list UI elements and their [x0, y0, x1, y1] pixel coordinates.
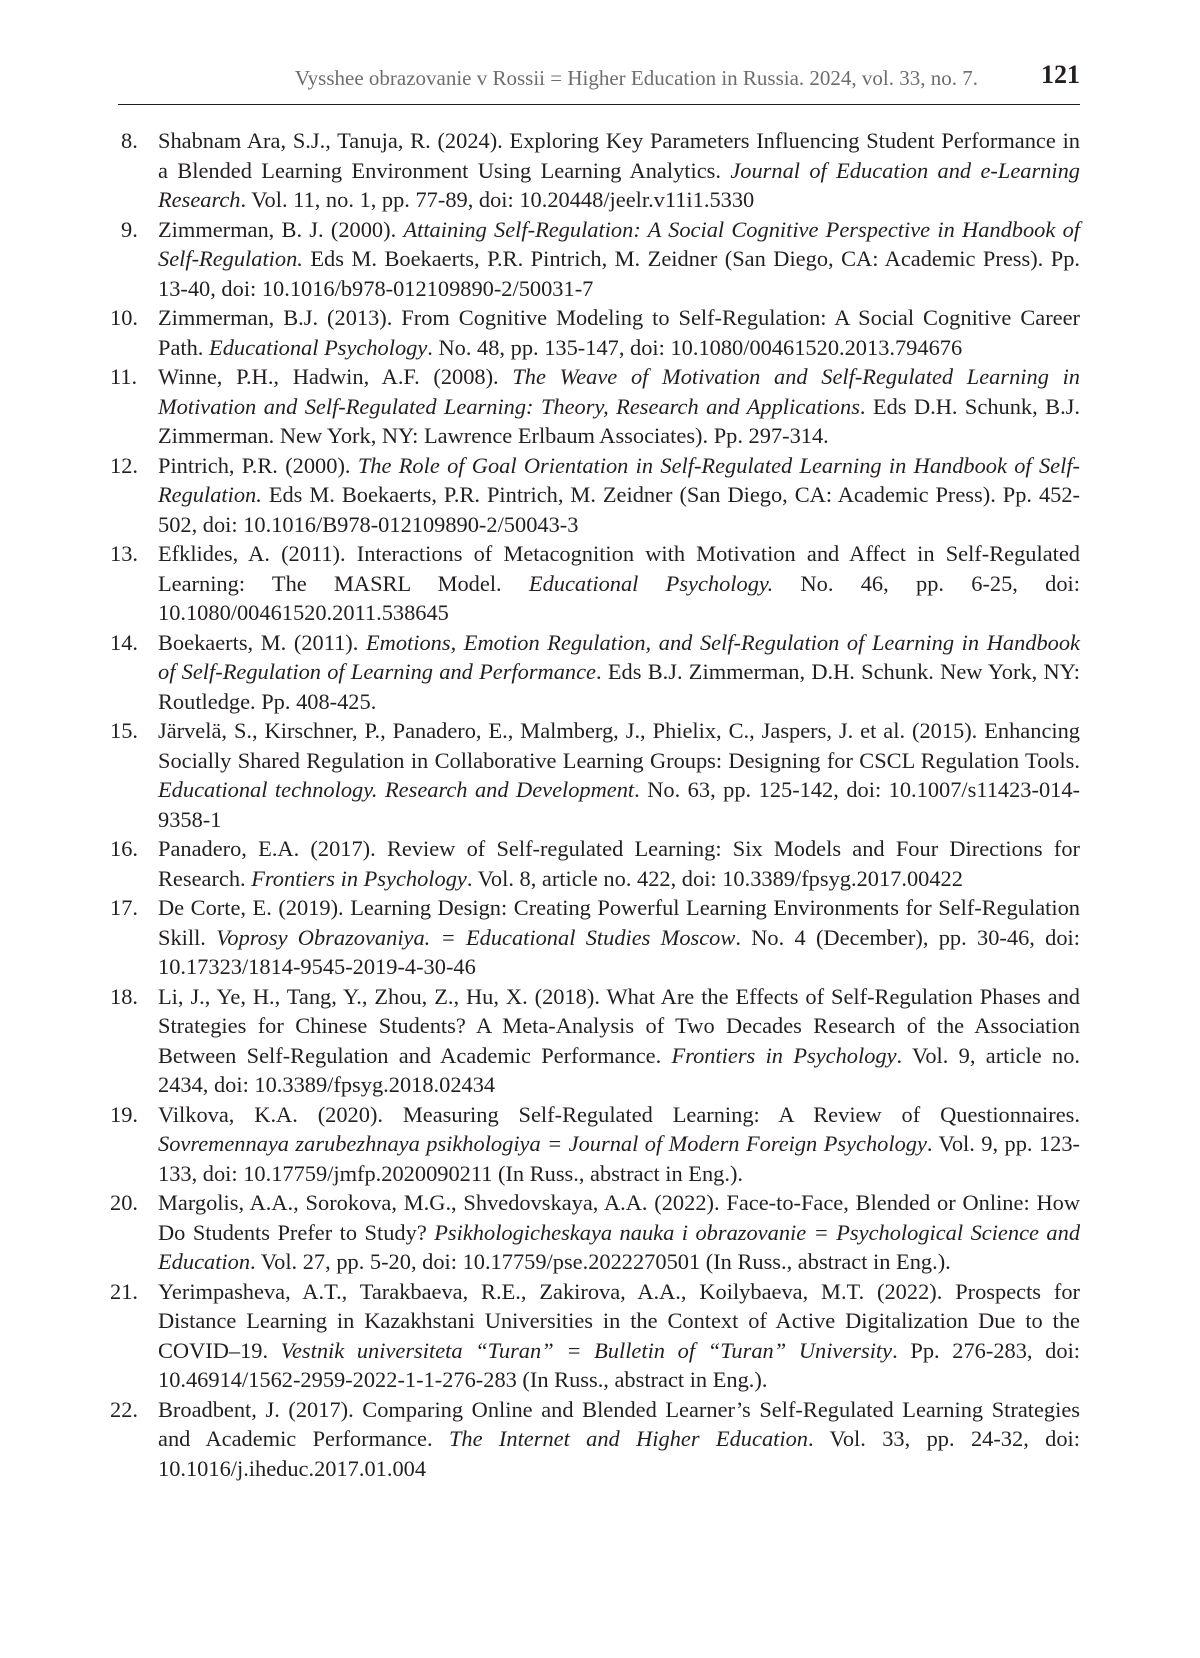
reference-number: 15. [110, 718, 138, 743]
reference-text: Shabnam Ara, S.J., Tanuja, R. (2024). Exploring Key Parameters Influencing Student Performance in a Blended Learning Environment Using Learning Analytics. [158, 128, 1080, 183]
reference-number: 13. [110, 541, 138, 566]
reference-text: Pintrich, P.R. (2000). [158, 452, 358, 478]
reference-source: Attaining Self-Regulation: A Social Cognitive Perspective in Handbook of Self-Regulation. [158, 216, 1080, 271]
reference-details: . Vol. 27, pp. 5-20, doi: 10.17759/pse.2022270501 (In Russ., abstract in Eng.). [250, 1249, 951, 1274]
reference-item [110, 126, 1080, 215]
reference-item [110, 303, 1080, 362]
reference-source: Voprosy Obrazovaniya. = Educational Studies Moscow [216, 924, 736, 950]
reference-details: . Eds D.H. Schunk, B.J. Zimmerman. New York, NY: Lawrence Erlbaum Associates). Pp. 297-314. [158, 393, 1080, 448]
reference-text: Zimmerman, B. J. (2000). [158, 216, 404, 242]
reference-text: De Corte, E. (2019). Learning Design: Creating Powerful Learning Environments for Self-Regulation Skill. [158, 895, 1080, 950]
reference-source: Emotions, Emotion Regulation, and Self-Regulation of Learning in Handbook of Self-Regulation of Learning and Performance [158, 629, 1080, 684]
reference-number: 8. [121, 128, 138, 153]
page-number: 121 [1041, 60, 1080, 89]
reference-number: 16. [110, 836, 138, 861]
reference-text: Vilkova, K.A. (2020). Measuring Self-Regulated Learning: A Review of Questionnaires. [158, 1101, 1080, 1127]
reference-number: 19. [110, 1101, 138, 1127]
reference-number: 22. [110, 1396, 138, 1422]
reference-number: 14. [110, 629, 138, 655]
reference-details: No. 46, pp. 6-25, doi: 10.1080/00461520.2011.538645 [158, 570, 1081, 625]
reference-source: Frontiers in Psychology [251, 865, 467, 891]
reference-item [110, 716, 1080, 834]
reference-number: 9. [121, 216, 138, 242]
reference-source: Vestnik universiteta “Turan” = Bulletin of “Turan” University [280, 1337, 893, 1363]
reference-source: The Internet and Higher Education [448, 1426, 808, 1451]
reference-item [110, 539, 1080, 628]
reference-source: The Role of Goal Orientation in Self-Regulated Learning in Handbook of Self-Regulation. [158, 452, 1080, 507]
reference-number: 17. [110, 895, 138, 920]
reference-source: Frontiers in Psychology [671, 1042, 897, 1068]
reference-item [110, 215, 1080, 304]
reference-number: 21. [110, 1278, 138, 1304]
reference-number: 18. [110, 983, 138, 1009]
reference-details: Eds M. Boekaerts, P.R. Pintrich, M. Zeidner (San Diego, CA: Academic Press). Pp. 13-40, doi: 10.1016/b978-012109890-2/50031-7 [158, 246, 1080, 301]
reference-text: Broadbent, J. (2017). Comparing Online and Blended Learner’s Self-Regulated Learning Strategies and Academic Performance. [158, 1396, 1080, 1451]
reference-text: Efklides, A. (2011). Interactions of Metacognition with Motivation and Affect in Self-Regulated Learning: The MASRL Model. [158, 541, 1080, 596]
reference-item [110, 982, 1080, 1100]
reference-text: Yerimpasheva, A.T., Tarakbaeva, R.E., Zakirova, A.A., Koilybaeva, M.T. (2022). Prospects for Distance Learning in Kazakhstani Universities in the Context of Active Digitalization Due to the COVID–19. [158, 1278, 1080, 1363]
reference-details: . Eds B.J. Zimmerman, D.H. Schunk. New York, NY: Routledge. Pp. 408-425. [158, 659, 1080, 714]
journal-title: Vysshee obrazovanie v Rossii = Higher Education in Russia. 2024, vol. 33, no. 7. [294, 66, 978, 90]
reference-details: . No. 4 (December), pp. 30-46, doi: 10.17323/1814-9545-2019-4-30-46 [158, 924, 1080, 979]
reference-details: . No. 48, pp. 135-147, doi: 10.1080/00461520.2013.794676 [427, 334, 963, 360]
reference-source: Psikhologicheskaya nauka i obrazovanie = Psychological Science and Education [158, 1219, 1081, 1274]
reference-text: Panadero, E.A. (2017). Review of Self-regulated Learning: Six Models and Four Directions for Research. [158, 836, 1080, 891]
reference-item [110, 1188, 1080, 1277]
reference-item [110, 1395, 1080, 1484]
reference-text: Li, J., Ye, H., Tang, Y., Zhou, Z., Hu, X. (2018). What Are the Effects of Self-Regulation Phases and Strategies for Chinese Students? A Meta-Analysis of Two Decades Research of the Association Between Self-Regulation and Academic Performance. [158, 983, 1080, 1068]
running-header [118, 58, 1080, 106]
reference-details: Eds M. Boekaerts, P.R. Pintrich, M. Zeidner (San Diego, CA: Academic Press). Pp. 452-502, doi: 10.1016/B978-012109890-2/50043-3 [158, 482, 1080, 537]
reference-source: Journal of Education and e-Learning Research [158, 157, 1080, 212]
reference-number: 11. [110, 364, 138, 389]
reference-text: Järvelä, S., Kirschner, P., Panadero, E., Malmberg, J., Phielix, C., Jaspers, J. et al. (2015). Enhancing Socially Shared Regulation in Collaborative Learning Groups: Designing for CSCL Regulation Tools. [158, 718, 1080, 773]
reference-details: . Vol. 11, no. 1, pp. 77-89, doi: 10.20448/jeelr.v11i1.5330 [240, 187, 755, 212]
reference-number: 12. [110, 452, 138, 478]
reference-list [110, 126, 1080, 1483]
reference-text: Zimmerman, B.J. (2013). From Cognitive Modeling to Self-Regulation: A Social Cognitive Career Path. [158, 305, 1080, 360]
reference-item [110, 834, 1080, 893]
reference-text: Winne, P.H., Hadwin, A.F. (2008). [158, 364, 513, 389]
reference-item [110, 1277, 1080, 1395]
header-divider [118, 104, 1080, 105]
reference-item [110, 1100, 1080, 1189]
reference-source: Educational technology. Research and Development [158, 777, 635, 802]
reference-text: Boekaerts, M. (2011). [158, 629, 366, 655]
reference-details: . Vol. 8, article no. 422, doi: 10.3389/fpsyg.2017.00422 [466, 865, 963, 891]
reference-number: 10. [110, 305, 138, 330]
reference-source: The Weave of Motivation and Self-Regulated Learning in Motivation and Self-Regulated Learning: Theory, Research and Applications [158, 364, 1080, 419]
reference-details: . No. 63, pp. 125-142, doi: 10.1007/s11423-014-9358-1 [158, 777, 1080, 832]
reference-details: . Vol. 9, pp. 123-133, doi: 10.17759/jmfp.2020090211 (In Russ., abstract in Eng.). [158, 1131, 1080, 1186]
reference-details: . Pp. 276-283, doi: 10.46914/1562-2959-2022-1-1-276-283 (In Russ., abstract in Eng.). [158, 1337, 1081, 1392]
reference-number: 20. [110, 1190, 138, 1215]
reference-source: Educational Psychology. [528, 570, 774, 596]
reference-item [110, 362, 1080, 451]
reference-source: Sovremennaya zarubezhnaya psikhologiya = Journal of Modern Foreign Psychology [158, 1131, 927, 1156]
reference-item [110, 628, 1080, 717]
reference-source: Educational Psychology [209, 334, 428, 360]
reference-details: . Vol. 33, pp. 24-32, doi: 10.1016/j.iheduc.2017.01.004 [158, 1426, 1080, 1481]
reference-text: Margolis, A.A., Sorokova, M.G., Shvedovskaya, A.A. (2022). Face-to-Face, Blended or Online: How Do Students Prefer to Study? [158, 1190, 1080, 1245]
reference-details: . Vol. 9, article no. 2434, doi: 10.3389/fpsyg.2018.02434 [158, 1042, 1080, 1097]
reference-item [110, 893, 1080, 982]
reference-item [110, 451, 1080, 540]
